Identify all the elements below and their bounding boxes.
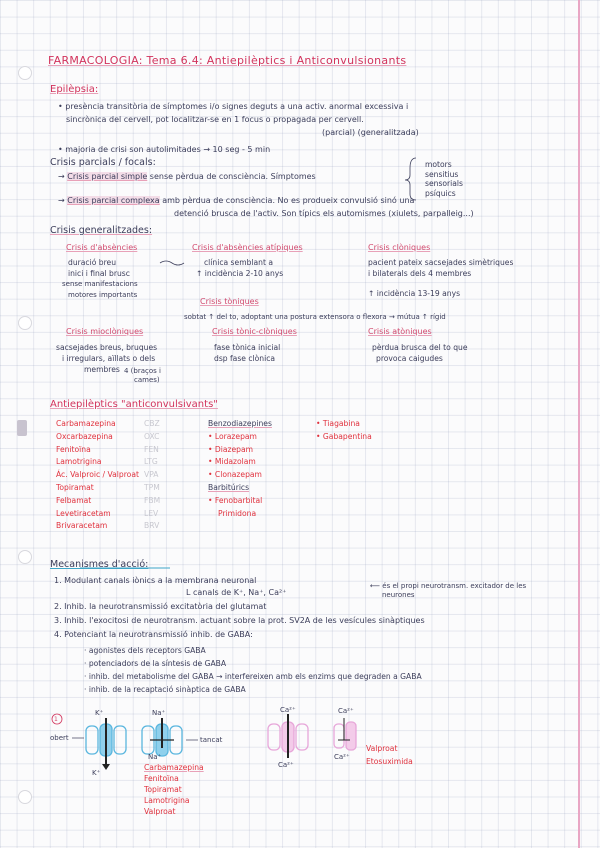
mioclonic-title: Crisis mioclòniques <box>66 327 144 336</box>
potassium-channel-open <box>86 718 126 770</box>
antiepileptics-col1: Carbamazepina Oxcarbazepina Fenitoïna Lamotrigina Ác. Valproic / Valproat Topiramat Felbamat Levetiracetam Brivaracetam <box>56 419 139 531</box>
mecanisme-1: 1. Modulant canals iònics a la membrana neuronal <box>54 576 257 585</box>
absencies-title: Crisis d'absències <box>66 243 138 252</box>
tonicoclon-lines: fase tònica inicial dsp fase clònica <box>214 343 281 363</box>
antiepileptics-col2: Benzodiazepines • Lorazepam • Diazepam • Midazolam • Clonazepam Barbitúrics • Fenobarbital Primidona <box>208 419 272 518</box>
ion-label-k-top: K⁺ <box>95 709 104 717</box>
epilepsia-bullet1-tags: (parcial) (generalitzada) <box>322 128 419 137</box>
atipiques-lines: clínica semblant a ↑ incidència 2-10 anys <box>196 258 284 278</box>
calcium-channel-open <box>268 714 308 758</box>
ion-label-ca4: Ca²⁺ <box>334 753 350 761</box>
epilepsia-heading: Epilèpsia: <box>50 84 99 95</box>
atipiques-title: Crisis d'absències atípiques <box>192 243 303 252</box>
mecanisme-1-note1: ⟵ és el propi neurotransm. excitador de les <box>370 582 527 590</box>
label-obert: obert <box>50 734 69 742</box>
symptoms-list: motors sensitius sensorials psíquics <box>425 160 463 198</box>
mecanismes-heading: Mecanismes d'acció: <box>50 559 149 570</box>
atoniques-title: Crisis atòniques <box>368 327 432 336</box>
tonicoclon-title: Crisis tònic-clòniques <box>212 327 297 336</box>
ion-label-ca3: Ca²⁺ <box>338 707 354 715</box>
antiepileptics-heading: Antiepilèptics "anticonvulsivants" <box>50 399 218 410</box>
parcial-complexa-row: → Crisis parcial complexa amb pèrdua de consciència. No es produeix convulsió sinó una <box>58 196 415 205</box>
mecanisme-2: 2. Inhib. la neurotransmissió excitatòria del glutamat <box>54 602 267 611</box>
ion-label-na-top: Na⁺ <box>152 709 166 717</box>
diagram-number: 1 <box>54 716 58 723</box>
sodium-drug-list: Carbamazepina Fenitoïna Topiramat Lamotrigina Valproat <box>144 763 204 816</box>
antiepileptics-col3: • Tiagabina • Gabapentina <box>316 419 372 441</box>
sodium-channel-closed <box>142 718 182 756</box>
toniques-line: sobtat ↑ del to, adoptant una postura extensora o flexora → mútua ↑ rígid <box>184 313 446 321</box>
ion-label-ca2: Ca²⁺ <box>278 761 294 769</box>
page-title: FARMACOLOGIA: Tema 6.4: Antiepilèptics i Anticonvulsionants <box>48 54 407 67</box>
mecanisme-3: 3. Inhib. l'exocitosi de neurotransm. actuant sobre la prot. SV2A de les vesícules sinàptiques <box>54 616 425 625</box>
mecanisme-4: 4. Potenciant la neurotransmissió inhib. de GABA: <box>54 630 253 639</box>
mioclonic-note2: cames) <box>134 376 160 384</box>
parcials-heading: Crisis parcials / focals: <box>50 157 156 168</box>
epilepsia-bullet1-line1: • presència transitòria de símptomes i/o signes deguts a una activ. anormal excessiva i <box>58 102 409 111</box>
antiepileptics-abbrev: CBZ OXC FEN LTG VPA TPM FBM LEV BRV <box>144 419 161 531</box>
parcial-complexa-line2: detenció brusca de l'activ. Son típics els automismes (xiulets, parpalleig...) <box>174 209 474 218</box>
absencies-lines: duració breu inici i final brusc sense manifestacions motores importants <box>62 258 138 299</box>
mecanisme-4-list: · agonistes dels receptors GABA · potenciadors de la síntesis de GABA · inhib. del metabolisme del GABA → interfereixen amb els enzims que degraden a GABA · inhib. de la recaptació sinàptica de GABA <box>84 646 422 694</box>
ion-label-k-bottom: K⁺ <box>92 769 101 777</box>
calcium-drug-list: Valproat Etosuximida <box>366 744 413 766</box>
calcium-channel-closed <box>334 718 356 750</box>
epilepsia-bullet1-line2: sincrònica del cervell, pot localitzar-se en 1 focus o propagada per cervell. <box>66 115 364 124</box>
ion-label-ca1: Ca²⁺ <box>280 706 296 714</box>
croniques-lines: pacient pateix sacsejades simètriques i bilaterals dels 4 membres ↑ incidència 13-19 anys <box>368 258 514 298</box>
mioclonic-lines: sacsejades breus, bruques i irregulars, aïllats o dels membres <box>56 343 158 374</box>
ion-label-na-bottom: Na⁺ <box>148 753 162 761</box>
epilepsia-bullet2: • majoria de crisi son autolimitades → 10 seg - 5 min <box>58 145 271 154</box>
parcial-simple-row: → Crisis parcial simple sense pèrdua de consciència. Símptomes <box>58 172 316 181</box>
generalitzades-heading: Crisis generalitzades: <box>50 225 153 236</box>
mecanisme-1-sub: L canals de K⁺, Na⁺, Ca²⁺ <box>186 588 287 597</box>
atoniques-lines: pèrdua brusca del to que provoca caigudes <box>372 343 468 363</box>
mioclonic-note1: 4 (braços i <box>124 367 161 375</box>
label-tancat: tancat <box>200 736 223 744</box>
mecanisme-1-note2: neurones <box>382 591 415 599</box>
toniques-title: Crisis tòniques <box>200 297 259 306</box>
croniques-title: Crisis clòniques <box>368 243 431 252</box>
